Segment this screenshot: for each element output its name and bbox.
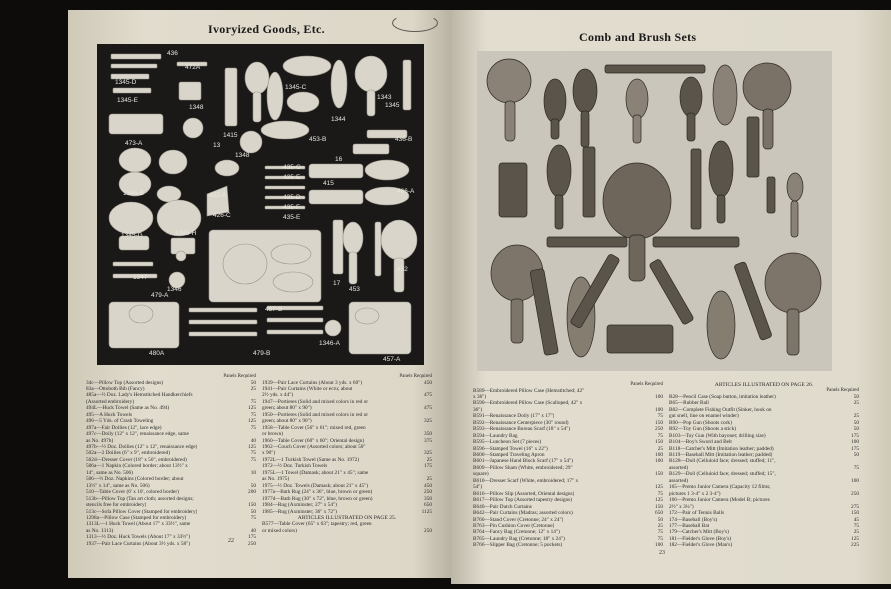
item-description: B129—Doll (Celluloid face; dressed; stuffed; 15", [669, 471, 776, 478]
item-label: 457-A [383, 356, 401, 363]
item-panels: 475 [424, 392, 432, 399]
item-label: 1345-H [175, 230, 197, 237]
item-panels: 100 [851, 477, 859, 484]
item-description: 485a—½ Doz. Lady's Hemstitched Handkerchiefs [86, 392, 193, 399]
item-description: B610—Dresser Scarf (White, embroidered; 17" x [473, 477, 579, 484]
item-description: B92—Toy Gun (Shoots a stick) [669, 426, 737, 433]
item-description: 1975L—1 Towel (Damask; about 21" x 45"; same [262, 469, 369, 476]
item-description: 1298a—Pillow Case (Stamped for embroidery) [86, 515, 187, 522]
item-panels: 25 [426, 456, 432, 463]
item-description: 497a—Fair Doilies (12", lace edge) [86, 424, 162, 431]
item-description: 497c—Doily (12" x 12", renaissance edge, same [86, 431, 189, 438]
item-panels: 50 [250, 379, 256, 386]
item-description: gut snell, line on enamel winder) [669, 413, 739, 420]
item-panels: 75 [657, 413, 663, 420]
item-panels: 250 [424, 489, 432, 496]
item-label: 1348 [189, 104, 204, 111]
comb-and-brush-illustration [477, 51, 832, 371]
right-page [451, 10, 891, 584]
item-description: 1977a—Bath Rug (24" x 36", blue, brown or green) [262, 489, 373, 496]
item-description: as No. 497b) [86, 437, 114, 444]
item-description: B600—Stamped Traveling Apron [473, 452, 545, 459]
item-label: 436 [167, 50, 178, 57]
item-panels: 200 [248, 489, 256, 496]
item-description: B596—Stamped Towel (16" x 22") [473, 445, 548, 452]
item-description: 181—Fielder's Glove (Boy's) [669, 535, 732, 542]
item-panels: 125 [248, 418, 256, 425]
item-panels: 50 [853, 426, 859, 433]
item-panels: 275 [851, 503, 859, 510]
item-panels: 150 [655, 439, 663, 446]
item-panels: 125 [655, 497, 663, 504]
item-description: B592—Renaissance Centerpiece (30" round) [473, 419, 569, 426]
item-description: B595—Luncheon Set (7 pieces) [473, 439, 542, 446]
item-label: 479-B [253, 350, 271, 357]
item-description: 1941—Pair Curtains (White or ecru; about [262, 385, 353, 392]
item-description: 83a—Ottoboth Bib (Fancy) [86, 385, 145, 392]
section-heading: ARTICLES ILLUSTRATED ON PAGE 26. [714, 382, 814, 388]
item-label: 1346-A [319, 340, 340, 347]
item-panels: 75 [853, 523, 859, 530]
item-label: 1345-C [285, 84, 307, 91]
item-description: 494L—Huck Towel (Same as No. 494) [86, 405, 170, 412]
item-panels: 175 [248, 534, 256, 541]
right-page-column-1 [473, 382, 663, 549]
item-panels: 125 [655, 484, 663, 491]
item-panels: 75 [657, 535, 663, 542]
item-description: B577—Table Cover (65" x 63"; tapestry; red, green [262, 521, 372, 528]
item-description: 1950—Portieres (Solid and mixed colors in red or [262, 411, 369, 418]
item-panels: 100 [655, 542, 663, 549]
item-panels: 150 [655, 471, 663, 478]
item-description: B118—Catcher's Mitt (Imitation leather; padded) [669, 445, 774, 452]
item-description: 502a—2 Doilies (6" x 9", embroidered) [86, 450, 171, 457]
item-description: 14", same as No. 506) [86, 469, 133, 476]
item-label: 415 [323, 180, 334, 187]
item-description: B103—Toy Gun (With bayonet; drilling size) [669, 432, 766, 439]
item-description: square) [473, 471, 489, 478]
item-panels: 25 [426, 476, 432, 483]
panels-required-header: Panels Required [630, 382, 663, 387]
section-heading: ARTICLES ILLUSTRATED ON PAGE 25. [297, 515, 397, 522]
item-description: B591—Renaissance Doily (17" x 17") [473, 413, 555, 420]
item-panels: 150 [655, 419, 663, 426]
item-label: 422-A [209, 192, 227, 199]
item-panels: 50 [657, 516, 663, 523]
item-panels: 350 [424, 495, 432, 502]
left-page-heading: Ivoryized Goods, Etc. [208, 22, 325, 36]
item-panels: 250 [248, 540, 256, 547]
item-label: 435-G [283, 164, 302, 171]
item-description: B65—Rubber Ball [669, 400, 709, 407]
item-panels: 100 [655, 393, 663, 400]
item-label: 1344 [331, 116, 346, 123]
item-panels: 150 [851, 510, 859, 517]
item-description: B765—Laundry Bag (Cretonne; 18" x 24") [473, 535, 565, 542]
item-label: 1415 [223, 132, 238, 139]
item-label: 453-B [309, 136, 327, 143]
list-item [262, 528, 432, 534]
item-description: 1958—Table Cover (56" x 61"; mixed red, green [262, 424, 366, 431]
item-description: 1313L—1 Huck Towel (About 17" x 33½", same [86, 521, 191, 528]
item-panels: 350 [424, 431, 432, 438]
item-panels: 40 [250, 437, 256, 444]
item-description: B601—Japanese Hand Block Scarf (17" x 54") [473, 458, 573, 465]
item-panels: 475 [424, 405, 432, 412]
item-description: green; about 80" x 90") [262, 405, 312, 412]
item-label: 457-B [265, 306, 283, 313]
item-description: 1984—Rug (Axminster; 27" x 54") [262, 502, 337, 509]
item-description: B760—Stand Cover (Cretonne; 24" x 24") [473, 516, 564, 523]
item-label: 17 [333, 280, 341, 287]
item-description: assorted) [669, 464, 689, 471]
item-description: 1939—Pair Lace Curtains (About 3 yds. x 60") [262, 379, 363, 386]
item-panels: 75 [250, 456, 256, 463]
item-description: 1985—Rug (Axminster; 36" x 72") [262, 508, 337, 515]
item-description: x 90") [262, 450, 276, 457]
item-description: 179—Catcher's Mitt (Boy's) [669, 529, 729, 536]
item-description: 1313—½ Doz. Huck Towels (About 17" x 33½") [86, 534, 191, 541]
item-panels: 250 [851, 490, 859, 497]
item-panels: 50 [250, 482, 256, 489]
item-description: or mixed colors) [262, 527, 298, 534]
item-panels: 75 [250, 424, 256, 431]
item-panels: 75 [250, 450, 256, 457]
item-panels: 75 [657, 529, 663, 536]
item-description: x 36") [473, 393, 487, 400]
item-description: as No. 1313) [86, 527, 114, 534]
item-description: assorted) [669, 477, 689, 484]
item-description: 36") [473, 406, 483, 413]
item-description: B642—Pair Curtains (Madras; assorted colors) [473, 510, 573, 517]
item-description: 1977d—Bath Rug (30" x 72", blue, brown or green) [262, 495, 373, 502]
item-panels: 150 [248, 502, 256, 509]
item-label: 1343 [377, 94, 392, 101]
item-description: 174—Baseball (Boy's) [669, 516, 718, 523]
item-panels: 650 [424, 502, 432, 509]
item-description: 2½" x 3¼") [669, 503, 694, 510]
item-label: 472A [185, 64, 201, 71]
item-description: 1960—Table Cover (60" x 60"; Oriental design) [262, 437, 365, 444]
item-description: 496—5 Yds. of Crash Toweling [86, 418, 154, 425]
item-label: 1345 [385, 102, 400, 109]
item-description: B609—Pillow Sham (White, embroidered; 29" [473, 464, 573, 471]
item-description: 166—Premo Junior Camera (Model B; pictures [669, 497, 770, 504]
item-description: 172—Pair of Tennis Balls [669, 510, 724, 517]
item-description: 13½" x 14", same as No. 506) [86, 482, 150, 489]
item-description: 2½ yds. x 44") [262, 392, 294, 399]
item-panels: 25 [250, 385, 256, 392]
item-panels: 175 [851, 432, 859, 439]
item-label: 466-A [397, 188, 415, 195]
item-panels: 650 [655, 510, 663, 517]
item-description: 495—A Huck Towels [86, 411, 133, 418]
item-description: 165—Premo Junior Camera (Capacity 12 films; [669, 484, 771, 491]
item-panels: 25 [853, 529, 859, 536]
item-description: 497b—½ Doz. Doilies (12" x 12", renaissance edge) [86, 444, 198, 451]
item-description: 177—Baseball Bat [669, 523, 710, 530]
item-panels: 125 [248, 405, 256, 412]
panels-required-header: Panels Required [826, 388, 859, 394]
item-description: green; about 80" x 90") [262, 418, 312, 425]
item-description: B90—Pop Gun (Shoots cork) [669, 419, 732, 426]
item-description: 510—Table Cover (6' x 10', colored border) [86, 489, 179, 496]
item-panels: 100 [655, 452, 663, 459]
item-panels: 75 [250, 398, 256, 405]
panels-required-header: Panels Required [399, 374, 432, 379]
item-label: 1345-B [123, 190, 144, 197]
item-panels: 100 [655, 406, 663, 413]
item-description: B593—Renaissance Bureau Scarf (18" x 54") [473, 426, 571, 433]
item-description: 1972L—1 Turkish Towel (Same as No. 1972) [262, 456, 360, 463]
item-panels: 75 [657, 490, 663, 497]
item-label: 473-A [125, 140, 143, 147]
item-panels: 1125 [421, 508, 432, 515]
item-description: B28—Pencil Case (Soap button, imitation leather) [669, 393, 776, 400]
item-description: B766—Slipper Bag (Cretonne; 5 pockets) [473, 542, 563, 549]
item-description: or brown) [262, 431, 284, 438]
item-label: 435-F [283, 204, 300, 211]
item-description: 513c—Sofa Pillow Cover (Stamped for embroidery) [86, 508, 198, 515]
item-panels: 75 [250, 515, 256, 522]
right-page-column-2 [669, 382, 859, 549]
item-description: B616—Pillow Slip (Assorted, Oriental designs) [473, 490, 575, 497]
item-panels: 250 [655, 426, 663, 433]
item-description: 513b—Pillow Top (Tan art cloth; assorted designs; [86, 495, 194, 502]
comb-and-brush-sets-photo [477, 51, 832, 371]
item-panels: 25 [853, 400, 859, 407]
item-description: B104—Boy's Sword and Belt [669, 439, 732, 446]
binding-string [392, 14, 438, 32]
item-panels: 75 [853, 464, 859, 471]
item-description: B119—Baseball Mitt (Imitation leather; padded) [669, 452, 773, 459]
item-label: 1345-E [117, 97, 138, 104]
page-number: 22 [228, 538, 234, 544]
item-label: 452 [397, 266, 408, 273]
item-description: 1962—Couch Cover (Assorted colors; about 50" [262, 444, 366, 451]
item-panels: 25 [853, 413, 859, 420]
item-description: B594—Laundry Bag [473, 432, 518, 439]
item-description: pictures 1 3-4" x 2 3-4") [669, 490, 721, 497]
ivoryized-goods-illustration [97, 44, 424, 365]
page-number: 23 [659, 550, 665, 556]
item-description: B617—Pillow Top (Assorted tapestry designs) [473, 497, 572, 504]
item-panels: 125 [851, 535, 859, 542]
left-page-column-2 [262, 374, 432, 534]
item-panels: 450 [424, 379, 432, 386]
item-panels: 75 [657, 432, 663, 439]
item-label: 480A [149, 350, 165, 357]
item-description: 182—Fielder's Glove (Man's) [669, 542, 733, 549]
item-description: B590—Embroidered Pillow Case (Scalloped, 42" x [473, 400, 583, 407]
item-label: 1346 [167, 286, 182, 293]
item-description: 506—½ Doz. Napkins (Colored border; about [86, 476, 184, 483]
ivoryized-goods-photo [97, 44, 424, 365]
item-label: 16 [335, 156, 343, 163]
item-panels: 75 [250, 411, 256, 418]
item-panels: 325 [424, 418, 432, 425]
item-description: 1972—½ Doz. Turkish Towels [262, 463, 328, 470]
item-description: 506a—1 Napkin (Colored border; about 13½" x [86, 463, 188, 470]
item-panels: 150 [655, 503, 663, 510]
item-label: 453 [349, 286, 360, 293]
item-description: B589—Embroidered Pillow Case (Hemstitched; 42" [473, 387, 585, 394]
item-panels: 175 [851, 445, 859, 452]
item-description: B128—Doll (Celluloid face; dressed; stuffed; 11", [669, 458, 776, 465]
item-description: 1975—½ Doz. Towels (Damask; about 21" x 45") [262, 482, 369, 489]
item-panels: 10 [250, 469, 256, 476]
item-panels: 125 [248, 444, 256, 451]
item-description: as No. 1975) [262, 476, 290, 483]
item-description: 54") [473, 484, 483, 491]
left-page-column-1 [86, 374, 256, 547]
item-panels: 175 [424, 463, 432, 470]
item-panels: 25 [657, 445, 663, 452]
item-description: B640—Pair Dutch Curtains [473, 503, 532, 510]
item-panels: 50 [250, 508, 256, 515]
item-panels: 225 [851, 542, 859, 549]
item-panels: 45 [853, 516, 859, 523]
item-panels: 40 [250, 527, 256, 534]
list-item [669, 542, 859, 548]
item-panels: 50 [853, 419, 859, 426]
item-description: B82—Complete Fishing Outfit (Sinker, hook on [669, 406, 772, 413]
item-label: 1345-G [121, 232, 143, 239]
item-label: 1347 [133, 274, 148, 281]
item-label: 479-A [151, 292, 169, 299]
item-description: stencils free for embroidery) [86, 502, 147, 509]
item-panels: 100 [851, 439, 859, 446]
item-label: 1348 [235, 152, 250, 159]
list-item [473, 542, 663, 548]
left-page [68, 10, 451, 578]
item-panels: 325 [424, 450, 432, 457]
item-panels: 25 [657, 523, 663, 530]
item-panels: 50 [853, 452, 859, 459]
item-label: 436-B [395, 136, 413, 143]
item-description: B763—Pin Cushion Cover (Cretonne) [473, 523, 555, 530]
right-page-heading: Comb and Brush Sets [579, 30, 697, 44]
item-description: B764—Fancy Bag (Cretonne; 12" x 14") [473, 529, 560, 536]
item-panels: 100 [655, 458, 663, 465]
item-label: 426-C [213, 212, 231, 219]
item-label: 435-D [283, 194, 301, 201]
item-panels: 50 [853, 393, 859, 400]
item-description: (Assorted embroidery) [86, 398, 135, 405]
item-label: 1345-D [115, 79, 137, 86]
item-description: 34c—Pillow Top (Assorted designs) [86, 379, 164, 386]
item-panels: 375 [424, 437, 432, 444]
item-description: 1937—Pair Lace Curtains (About 3½ yds. x 58") [86, 540, 191, 547]
item-label: 435-E [283, 214, 301, 221]
item-label: 435-E [283, 174, 301, 181]
item-label: 13 [213, 142, 221, 149]
item-description: 502d—Dresser Cover (18" x 50", embroidered) [86, 456, 187, 463]
panels-required-header: Panels Required [223, 374, 256, 379]
item-panels: 450 [424, 482, 432, 489]
item-panels: 250 [424, 527, 432, 534]
item-description: 1947—Portieres (Solid and mixed colors in red or [262, 398, 369, 405]
